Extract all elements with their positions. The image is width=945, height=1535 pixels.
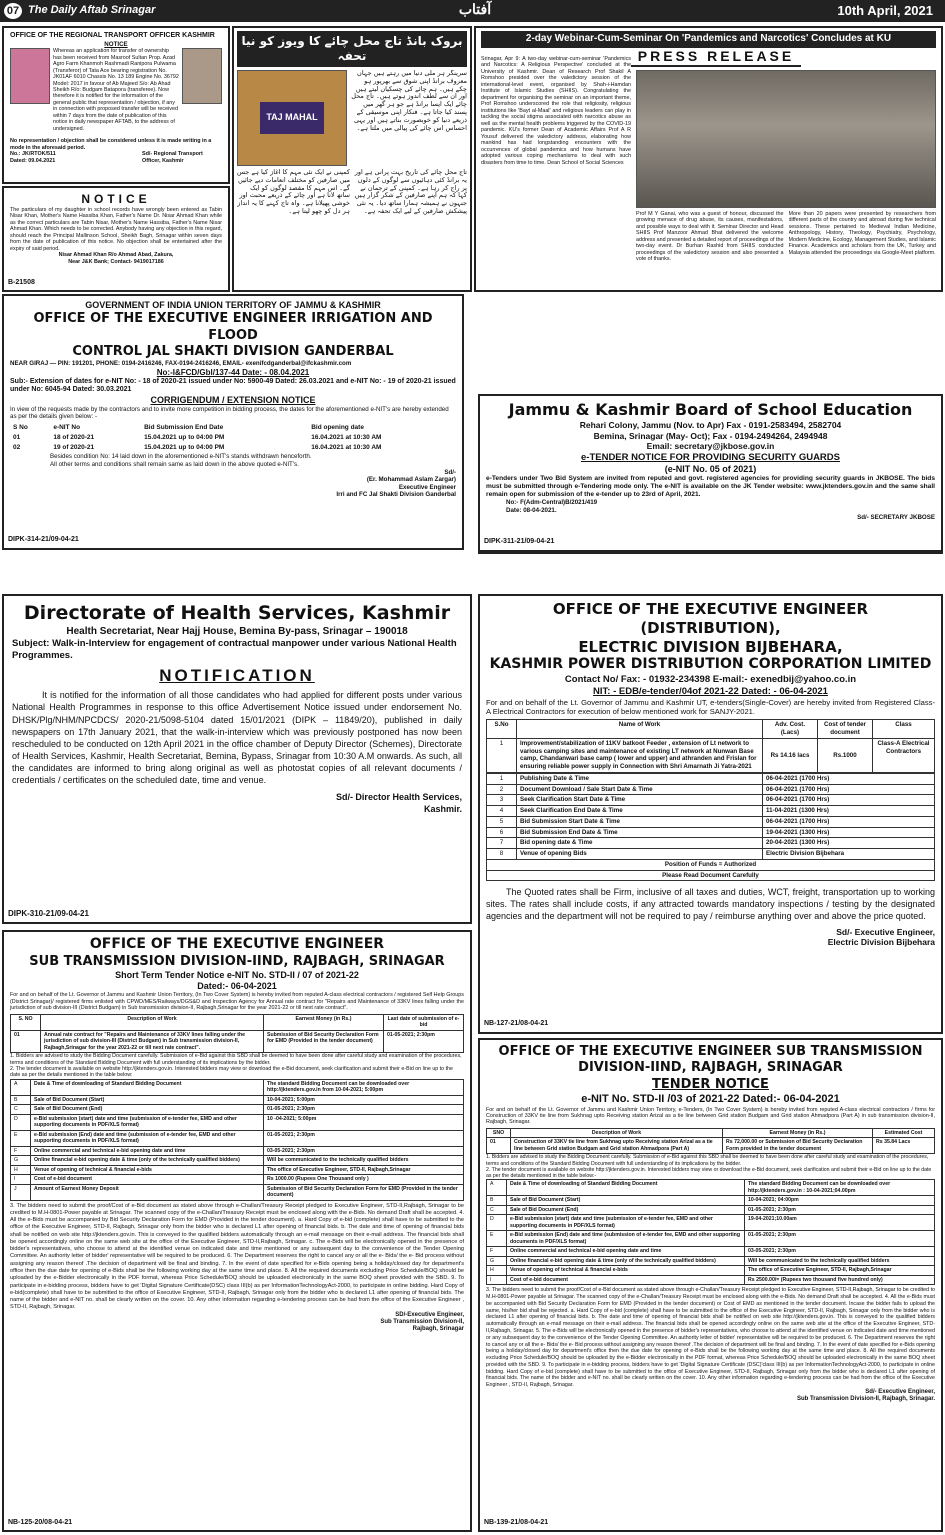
press-label: PRESS RELEASE xyxy=(631,48,801,68)
rto-dated: Dated: 09.04.2021 xyxy=(10,157,56,164)
table-row xyxy=(487,1256,935,1266)
cell: Amount of Earnest Money Deposit xyxy=(31,1184,264,1200)
cell: H xyxy=(487,1266,507,1276)
cell: Annual rate contract for "Repairs and Maintenance of 33KV lines falling under the jurisdiction of sub division-III (District Budgam) in Sub transmission division-II, Rajbagh,Srinagar for the year 2021-22 or till next rate contract". xyxy=(41,1030,264,1053)
table-row xyxy=(11,1184,464,1200)
cell: Online commercial and technical e-bid opening date and time xyxy=(31,1146,264,1156)
seminar-photo xyxy=(636,70,936,208)
jkbose-date: Date: 08-04-2021. xyxy=(506,506,557,514)
newspaper-name: The Daily Aftab Srinagar xyxy=(28,4,156,16)
cell: 03-05-2021; 2:30pm xyxy=(745,1247,935,1257)
notice-tag: B-21508 xyxy=(8,278,35,286)
distribution-notice xyxy=(478,594,943,1034)
issue-date: 10th April, 2021 xyxy=(837,3,933,18)
urdu-col-2: کمپنی نے ایک نئی مہم کا آغاز کیا ہے جس میں صارفین کو مختلف انعامات دیے جائیں گے۔ اس مہم کا مقصد لوگوں کو ایک ساتھ لانا ہے اور چائے کے ذریعے محبت اور خوشی پھیلانا ہے۔ واہ تاج کہنے کا یہ انداز ہر دل کو چھو لیتا ہے۔ xyxy=(237,169,350,215)
newspaper-logo: آفتاب xyxy=(458,2,492,18)
table-row xyxy=(487,827,935,838)
cell: D xyxy=(11,1114,31,1130)
cell: 1 xyxy=(487,773,517,784)
cell: D xyxy=(487,1215,507,1231)
cell: 10-04-2021; 04:00pm xyxy=(745,1196,935,1206)
cell: Rs 2500.00/= (Rupees two thousand five hundred only) xyxy=(745,1275,935,1285)
cell: E xyxy=(487,1231,507,1247)
page-header xyxy=(0,0,945,22)
std7-table xyxy=(10,1014,464,1054)
irr-col: Bid opening date xyxy=(311,424,364,431)
std3-terms: 3. The bidders need to submit the proof/Cost of e-Bid document as stated above through e-Challan/Treasury Receipt pledged to Executive Engineer, STD-II,Rajbagh, Srinagar to be credited to M.H-0801-Power payable at Srinagar. The scanned copy of the e-Challan/Treasury Receipt must be enclosed along with the e-Bids. No demand Draft shall be accepted. 4. All the e-Bids must be accompanied with Bid Security Declaration Form for EMD (Provided in the tender document) or Cost of EMD as mentioned in the tender document. Incase the bidder fails to upload the same, his/her bid shall be rejected. a. Hard Copy of e-bid (complete) shall have to be submitted to the office of the Executive Engineer, STD-II, Rajbagh, Srinagar only from the bidder who is declared L1 after opening of financial bids. b. The date and time of opening of financial bids shall be notified on web site http://jktenders.gov.in. This is conveyed to the qualified bidders automatically through an e-mail message on their e-mail address. The financial bids shall be opened accordingly online on the same web site at the office of the Executive Engineer, STD-II,Rajbagh, Srinagar. 5. The e-Bids will be electronically opened in the presence of bidder's representatives, who choose to attend at the identified venue on indicated date and time mentioned or any subsequent day to the convenience of the Tender Opening Committee. An authority letter of bidder' representative will be required to be produced. 6. The Department reserves the right to cancel any or all the e- Bids/ the e- Bid process without assigning any reason thereof .The decision of department will be final and binding. 7. In the event of date specified for e-Bids opening being a holiday/closed day for department's office then the due date for opening of e-Bids shall be the following working day at the same time and place. 8. All the required documents excluding Price Schedule/BOQ should be uploaded by the e-Bidder electronically in the PDF format, whereas Price Schedule/BOQ should be uploaded electronically in the same BOQ sheet provided with the SBD. 9. To participate in e-bidding process, bidders have to get 'Digital Signature Certificate (DSC)'class III(b) as per InformationTechnologyAct-2000, to participate in online bidding. Hard Copy of e-bid (complete) shall have to be submitted to the office of Executive Engineer, STD-II, Rajbagh, Srinagar only from the bidder who is declared L1 after opening of financial bids. The name of the bidder and e-NIT no. shall be clearly written on the cover. 10. Any other information regarding e-tendering process can be had from the office of the Executive Engineer , STD-II, Rajbagh, Srinagar. xyxy=(486,1287,935,1389)
cell: Bid opening date & Time xyxy=(517,838,763,849)
rto-no: No.: JK/RTOK/511 xyxy=(10,151,56,158)
press-headline: 2-day Webinar-Cum-Seminar On 'Pandemics and Narcotics' Concludes at KU xyxy=(481,31,936,48)
cell: e-Bid submission (End) date and time (submission of e-tender fee, EMD and other supporting documents in PDF/XLS format) xyxy=(507,1231,745,1247)
table-row xyxy=(11,1030,464,1053)
irr-sig-2: (Er. Mohammad Aslam Zargar) xyxy=(366,476,456,484)
cell: F xyxy=(11,1146,31,1156)
cell: 20-04-2021 (1300 Hrs) xyxy=(763,838,935,849)
dist-intro: For and on behalf of the Lt. Governor of Jammu and Kashmir UT, e-tenders(Single-Cover) are hereby invited from Registered Class-A Electrical Contractors for execution of below mentioned work for SANJY-2021. xyxy=(486,697,935,716)
std3-title-1: OFFICE OF THE EXECUTIVE ENGINEER SUB TRANSMISSION xyxy=(498,1044,923,1059)
table-row xyxy=(10,433,456,443)
cell: The standard Bidding Document can be downloaded over http://jktenders.gov.in : 10-04-2021;04.00pm xyxy=(745,1180,935,1196)
table-row xyxy=(487,1231,935,1247)
cell: e-Bid submission (End) date and time (submission of e-tender fee, EMD and other supporting documents in PDF/XLS format) xyxy=(31,1130,264,1146)
cell: Venue of opening Bids xyxy=(517,849,763,860)
health-heading: NOTIFICATION xyxy=(159,666,315,685)
cell: Sale of Bid Document (Start) xyxy=(31,1095,264,1105)
jkbose-notice-box xyxy=(478,394,943,552)
std7-sig-3: Rajbagh, Srinagar xyxy=(412,1325,464,1332)
dist-col: Adv. Cost. (Lacs) xyxy=(763,720,818,739)
irr-heading: CORRIGENDUM / EXTENSION NOTICE xyxy=(150,394,316,405)
cell: Will be communicated to the technically qualified bidders xyxy=(745,1256,935,1266)
cell: Sale of Bid Document (End) xyxy=(507,1205,745,1215)
health-notice xyxy=(2,594,472,924)
std3-schedule xyxy=(486,1179,935,1285)
jkbose-no: No:- F(Adm-Central)B/2021/419 xyxy=(506,499,598,507)
cell: 06-04-2021 (1700 Hrs) xyxy=(763,795,935,806)
health-title: Directorate of Health Services, Kashmir xyxy=(23,602,451,624)
irr-title-1: OFFICE OF THE EXECUTIVE ENGINEER IRRIGATION AND FLOOD xyxy=(33,311,433,343)
table-row xyxy=(11,1146,464,1156)
irr-contact: NEAR GIRAJ — PIN: 191201, PHONE: 0194-2416246, FAX-0194-2416246, EMAIL- exenifcdganderbal@ifckashmir.com xyxy=(10,360,352,367)
cell: 19 of 2020-21 xyxy=(53,444,95,452)
cell: 8 xyxy=(487,849,517,860)
std7-p1: 1. Bidders are advised to study the Bidding Document carefully. Submission of e-Bid against this SBD shall be deemed to have been done after careful study and examination of the procedures, terms and conditions of the Standard Bidding Document with full understanding of its implications by the bidder. xyxy=(10,1053,462,1066)
table-row xyxy=(487,1138,935,1154)
table-row xyxy=(487,849,935,860)
urdu-col-3: تاج محل چائے کی تاریخ بہت پرانی ہے اور یہ برانڈ کئی دہائیوں سے لوگوں کے دلوں پر راج کر رہا ہے۔ کمپنی کے ترجمان نے کہا کہ ہم اپنے صارفین کے شکر گزار ہیں جنہوں نے ہمیشہ ہمارا ساتھ دیا۔ یہ نئی پیشکش صارفین کے لیے ایک تحفہ ہے۔ xyxy=(354,169,467,215)
std3-tag: NB-139-21/08-04-21 xyxy=(484,1518,549,1526)
jkbose-heading: e-TENDER NOTICE FOR PROVIDING SECURITY GUARDS xyxy=(581,451,840,463)
applicant-photo-2 xyxy=(182,48,222,104)
cell: A xyxy=(11,1079,31,1095)
urdu-article xyxy=(232,26,472,292)
irr-col: S No xyxy=(13,424,28,431)
cell: Rs 1000.00 (Rupees One Thousand only ) xyxy=(264,1175,464,1185)
cell: 10 -04-2021; 5:00pm xyxy=(264,1114,464,1130)
irr-table xyxy=(10,423,456,453)
health-sig-1: Sd/- Director Health Services, xyxy=(335,792,462,803)
dist-table xyxy=(486,719,935,773)
cell: 02 xyxy=(13,444,21,452)
std7-dated: Dated:- 06-04-2021 xyxy=(197,981,277,991)
cell: I xyxy=(487,1275,507,1285)
std7-intro: For and on behalf of the Lt. Governor of Jammu and Kashmir Union Territory, (In Two Cover System) is hereby invited from reputed A-class electrical contractors / registered Self Help Groups (District Srinagar)/ registered firms enlisted with CPWD/MES/Railways/DGS&D and Inspection Agency for Annual rate contract for "Repairs and Maintenance of 33KV lines falling under the jurisdiction of sub division-III (District Budgam) in Sub transmission division-II, Rajbagh,Srinagar for the year 2021-22 or till next rate contract". xyxy=(10,992,464,1012)
dist-col: Class xyxy=(873,720,935,739)
cell: Sale of Bid Document (End) xyxy=(31,1105,264,1115)
cell: e-Bid submission (start) date and time (submission of e-tender fee, EMD and other supporting documents in PDF/XLS format) xyxy=(31,1114,264,1130)
table-row xyxy=(487,784,935,795)
health-subject: Subject: Walk-in-Interview for engagement of contractual manpower under various National Health Programmes. xyxy=(12,638,457,662)
rto-office: OFFICE OF THE REGIONAL TRANSPORT OFFICER KASHMIR xyxy=(10,32,215,39)
cell: 19-04-2021 (1300 Hrs) xyxy=(763,827,935,838)
std7-col: Description of Work xyxy=(41,1014,264,1030)
cell: E xyxy=(11,1130,31,1146)
std3-heading: TENDER NOTICE xyxy=(652,1076,769,1092)
cell: 01 xyxy=(487,1138,511,1154)
cell: 06-04-2021 (1700 Hrs) xyxy=(763,816,935,827)
irr-line-2: All other terms and conditions shall remain same as laid down in the above quoted e-NIT's. xyxy=(50,460,299,468)
std3-sig-1: Sd/- Executive Engineer, xyxy=(865,1388,935,1395)
irr-col: Bid Submission End Date xyxy=(144,424,224,431)
cell: Venue of opening of technical & financial e-bids xyxy=(31,1165,264,1175)
press-release xyxy=(474,26,943,292)
cell: 16.04.2021 at 10:30 AM xyxy=(311,444,382,452)
cell: 01-05-2021; 2:30pm xyxy=(384,1030,464,1053)
jkbose-title: Jammu & Kashmir Board of School Education xyxy=(508,400,913,419)
jkbose-tag: DIPK-311-21/09-04-21 xyxy=(484,538,555,546)
cell: Cost of e-bid document xyxy=(507,1275,745,1285)
cell: 2 xyxy=(487,784,517,795)
cell: The standard Bidding Document can be downloaded over http://jktenders.gov.in from 10-04-2021; 5:00pm xyxy=(264,1079,464,1095)
cell: Publishing Date & Time xyxy=(517,773,763,784)
cell: 06-04-2021 (1700 Hrs) xyxy=(763,784,935,795)
table-row xyxy=(11,1114,464,1130)
std7-sig-1: SD/-Executive Engineer, xyxy=(395,1311,464,1318)
table-row xyxy=(487,738,935,772)
table-row xyxy=(11,1105,464,1115)
cell: 01-05-2021; 2:30pm xyxy=(745,1205,935,1215)
cell: Online financial e-bid opening date & time (only of the technically qualified bidders) xyxy=(507,1256,745,1266)
cell: Seek Clarification End Date & Time xyxy=(517,806,763,817)
std-07-notice xyxy=(2,930,472,1532)
std7-title-2: SUB TRANSMISSION DIVISION-IIND, RAJBAGH, SRINAGAR xyxy=(29,953,445,969)
table-row xyxy=(487,816,935,827)
std3-col: Description of Work xyxy=(511,1128,723,1138)
cell: 15.04.2021 up to 04:00 PM xyxy=(144,444,225,452)
irr-line-1: Besides condition No: 14 laid down in the aforementioned e-NIT's stands withdrawn henceforth. xyxy=(50,453,312,461)
std7-tag: NB-125-20/08-04-21 xyxy=(8,1518,73,1526)
table-row xyxy=(11,1175,464,1185)
cell: I xyxy=(11,1175,31,1185)
dist-col: S.No xyxy=(487,720,517,739)
table-row xyxy=(487,1266,935,1276)
cell: Submission of Bid Security Declaration Form for EMD (Provided in the tender document) xyxy=(264,1030,384,1053)
cell: Electric Division Bijbehara xyxy=(763,849,935,860)
dist-nit: NIT: - EDB/e-tender/04of 2021-22 Dated: - 06-04-2021 xyxy=(593,685,828,697)
table-row xyxy=(487,1247,935,1257)
cell: G xyxy=(11,1156,31,1166)
dist-cost: Rs.1000 xyxy=(818,738,873,772)
dist-contact: Contact No/ Fax: - 01932-234398 E-mail:- exenedbij@yahoo.co.in xyxy=(564,673,857,685)
cell: 19-04-2021;10.00am xyxy=(745,1215,935,1231)
std7-schedule xyxy=(10,1079,464,1201)
table-row xyxy=(487,1215,935,1231)
health-sig-2: Kashmir. xyxy=(423,803,462,814)
cell: 01-05-2021; 2:30pm xyxy=(745,1231,935,1247)
dist-title-2: ELECTRIC DIVISION BIJBEHARA, xyxy=(578,637,843,656)
cell: Bid Submission Start Date & Time xyxy=(517,816,763,827)
dist-adv: Rs 14.16 lacs xyxy=(763,738,818,772)
irrigation-notice xyxy=(2,294,464,550)
cell: H xyxy=(11,1165,31,1175)
tea-pack-image xyxy=(237,70,347,166)
std7-col: Last date of submission of e-bid xyxy=(384,1014,464,1030)
table-row xyxy=(487,1196,935,1206)
dist-sig-1: Sd/- Executive Engineer, xyxy=(836,926,935,937)
rto-heading: NOTICE xyxy=(104,40,128,48)
cell: e-Bid submission (start) date and time (submission of e-tender fee, EMD and other supporting documents in PDF/XLS format) xyxy=(507,1215,745,1231)
jkbose-email: Email: secretary@jkbose.gov.in xyxy=(646,441,775,452)
dist-title-1: OFFICE OF THE EXECUTIVE ENGINEER (DISTRIBUTION), xyxy=(552,600,869,637)
cell: Seek Clarification Start Date & Time xyxy=(517,795,763,806)
urdu-col-1: سرینگر ہر ملی دنیا میں رہتے ہیں جہاں معروف برانڈ اپنی شوق سے بھرپور ہو چکے ہیں۔ ہم چائے کی چسکیاں لیتے ہیں اور ان سے لطف اندوز ہوتے ہیں۔ تاج محل چائے ایک ایسا برانڈ ہے جو ہر گھر میں پسند کیا جاتا ہے۔ فنکار اپنی موسیقی کے ذریعے دنیا کو خوبصورت بناتے ہیں اور یہی احساس اس چائے کی پیالی میں ملتا ہے۔ xyxy=(351,70,467,132)
cell: Date & Time of downloading of Standard Bidding Document xyxy=(507,1180,745,1196)
dist-col: Cost of tender document xyxy=(818,720,873,739)
press-col-2: Prof M Y Ganai, who was a guest of honour, discussed the growing menace of drug abuse, its causes, manifestations, and possible ways to deal with it. Seminar Director and Head SHIIS Prof Manzoor Ahmad Bhat delivered the welcome address and presented a detailed report of proceedings of the two-day event. Dr Burhan Rashid from SHIIS conducted proceedings of the valedictory session and also presented a vote of thanks. xyxy=(636,211,784,263)
dist-work: Improvement/stabilization of 11KV batkoot Feeder , extension of Lt network to various camping sites and maintenance of existing LT network at Nunwan Base camp, Chandanwari base camp ( lower and upper) and athranden and Frislan for ensuring reliable power supply in Connection with Shri Amarnath Ji Yatra-2021 xyxy=(517,738,763,772)
irr-title-2: CONTROL JAL SHAKTI DIVISION GANDERBAL xyxy=(72,343,394,359)
rto-notice xyxy=(2,26,230,184)
std7-col: S. NO xyxy=(11,1014,41,1030)
jkbose-addr-1: Rehari Colony, Jammu (Nov. to Apr) Fax - 0191-2583494, 2582704 xyxy=(579,420,842,430)
jkbose-sig: Sd/- SECRETARY JKBOSE xyxy=(857,514,935,522)
table-row xyxy=(11,1130,464,1146)
dist-body: The Quoted rates shall be Firm, inclusive of all taxes and duties, WCT, freight, transportation up to working sites. The rates shall include costs, if any attracted towards mandatory inspections / testing by the designated agencies and the department will not be required to pay / reimburse anything over and above the price quoted. xyxy=(486,887,935,921)
cell: A xyxy=(487,1180,507,1196)
cell: 03-05-2021; 2:30pm xyxy=(264,1146,464,1156)
table-row xyxy=(487,1205,935,1215)
cell: 16.04.2021 at 10:30 AM xyxy=(311,434,382,442)
cell: The office of Executive Engineer, STD-II, Rajbagh,Srinagar xyxy=(745,1266,935,1276)
std3-sig-2: Sub Transmission Division-II, Rajbagh, Srinagar. xyxy=(796,1396,935,1403)
health-body: It is notified for the information of all those candidates who had applied for different posts under various National Health Programmes in response to this office Advertisement Notice issued under endorsement No. DHSK/Plg/NHM/NPCDCS/ 2020-21/5098-5104 dated 15/01/2021 (DIPK – 11849/20), published in daily newspapers on 17th January 2021, that the walk-in-interview which was previously postponed has now been rescheduled to be conducted on 12th April 2021 in the office chamber of Deputy Director (Schemes), Directorate of Health Services, Kashmir, Health Secretariat, Bemina, Bypass, Srinagar from 10:30 A.M onwards. As such, all the candidates are informed to bring along original as well as photostat copies of all relevant documents / credentials / certificates on the scheduled date, time and venue. xyxy=(12,690,462,786)
rto-note: No representation / objection shall be considered unless it is made writing in a mode in the aforesaid period. xyxy=(10,138,212,151)
cell: Submission of Bid Security Declaration Form for EMD (Provided in the tender document) xyxy=(264,1184,464,1200)
cell: Rs 72,000.00 or Submission of Bid Security Declaration Form provided in the tender document xyxy=(723,1138,873,1154)
notice-sig-1: Nisar Ahmad Khan R/o Ahmad Abad, Zakura, xyxy=(58,252,174,259)
table-row xyxy=(11,1156,464,1166)
irr-sig-1: Sd/- xyxy=(444,468,456,476)
jkbose-body: e-Tenders under Two Bid System are invited from reputed and govt. registered agencies for providing security guards in JKBOSE. The bids must be submitted through e-Tendering mode only. The e-NIT is available on the JK Tender website: www.jktenders.gov.in and the same shall remain open for submission of the e-tender up to 23rd of April, 2021. xyxy=(486,475,935,499)
cell: Online commercial and technical e-bid opening date and time xyxy=(507,1247,745,1257)
cell: B xyxy=(11,1095,31,1105)
cell: 01 xyxy=(13,434,21,442)
cell: 01-05-2021; 2:30pm xyxy=(264,1130,464,1146)
std3-p2: 2. The tender document is available on website http://jktenders.gov.in. Interested bidders may view or download the e-Bid document, seek clarification and submit their e-Bid on line up to the date as per the details mentioned in the table below:- xyxy=(486,1166,932,1180)
rto-signature: Sd/- Regional Transport Officer, Kashmir xyxy=(142,151,203,164)
notice-body: The particulars of my daughter in school records have wrongly been entered as Tabin Nisar Khan, Mother's Name Hassiba Khan, Father's Name Dr. Nisar Ahmad Khan while as the correct particulars are Tabin Nisar, Mother's Name Hassiba, Father's Name Nisar Ahmad Khan. Which needs to be corrected. Anybody having any objection in this regard, should reach the Principal Mallinson School, Sheikh Bagh, Srinagar within seven days from the date of publication of this notice. No objection shall be entertained after the expiry of said period. xyxy=(10,207,222,252)
std7-nit: Short Term Tender Notice e-NIT No. STD-II / 07 of 2021-22 xyxy=(115,969,359,980)
urdu-headline: بروک بانڈ تاج محل چائے کا ویوز کو نیا تحفہ xyxy=(237,31,467,67)
cell: 18 of 2020-21 xyxy=(53,434,95,442)
cell: C xyxy=(11,1105,31,1115)
std3-nit: e-NIT No. STD-II /03 of 2021-22 Dated:- 06-04-2021 xyxy=(581,1092,840,1105)
cell: 01-05-2021; 2:30pm xyxy=(264,1105,464,1115)
rto-body: Whereas an application for transfer of ownership has been received from Masroof Sultan Prop. Azad Agro Farm Khanmoh Rashmadi Ranipora Pulwama (Transferor) of Tata Ace bearing registration No. JK01AF 6010 Chassis No. 13 189 Engine No. 36792 Model: 2017 in favour of Ab Majeed S/o: Ab Ahad Sheikh R/o: Budgam Batapora (transferee). Now therefore it is notified for the information of the general public that representation / objection, if any in connection with proposed transfer will be received within 7 days from the date of publication of this notice in daily newspaper AFTAB, to the address of undersigned. xyxy=(53,48,179,132)
std7-terms: 3. The bidders need to submit the proof/Cost of e-Bid document as stated above through e-Challan/Treasury Receipt pledged to Executive Engineer, STD-II,Rajbagh, Srinagar to be credited to M.H-0801-Power payable at Srinagar. The scanned copy of the e-Challan/Treasury Receipt must be enclosed along with the e-Bids. No demand Draft shall be accepted. 4. All the e-Bids must be accompanied by Bid Security Declaration Form for EMD (Provided in the tender document). a. Hard Copy of e-bid (complete) shall have to be submitted to the office of the Executive Engineer, STD-II, Rajbagh, Srinagar only from the bidder who is declared L1 after opening of financial bids. b. The date and time of opening of financial bids shall be notified on web site http://jktenders.gov.in. This is conveyed to the qualified bidders automatically through an e-mail message on their e-mail address. The financial bids shall be opened accordingly online on the same web site at the office of the Executive Engineer, STD-II,Rajbagh, Srinagar. c. The e-Bids will be electronically opened in the presence of bidder's representatives, who choose to attend at the identified venue on indicated date and time mentioned or any subsequent day to the convenience of the Tender Opening Committee. An authority letter of bidder' representative will be required to be produced. 6. The Department reserves the right to cancel any or all the e- Bids/ the e- Bid process without assigning any reason thereof .The decision of department will be final and binding. 7. In the event of date specified for e-Bids opening being a holiday/closed day for department's office then the due date for opening of e-Bids shall be the following working day at the same time and place. 8. All the required documents excluding Price Schedule/BOQ should be uploaded by the e-Bidder electronically in the PDF format, whereas Price Schedule/BOQ should be uploaded electronically in the same BOQ sheet provided with the SBD. 9. To participate in e-bidding process, bidders have to get 'Digital Signature Certificate(DSC) class III(b) as per InformationTechnologyAct-2000, to participate in online bidding. Hard Copy of e-bid(complete) shall have to be submitted to the office of Executive Engineer, STD-II, Rajbagh, Srinagar only from the bidder who is declared L1 after opening of financial bids. The name of the bidder and e-NIT no. shall be clearly written on the cover. 10. Any other information regarding e-tendering process can be had from the office of the Executive Engineer , STD-II, Rajbagh, Srinagar. xyxy=(10,1202,464,1311)
jkbose-addr-2: Bemina, Srinagar (May- Oct); Fax - 0194-2494264, 2494948 xyxy=(593,430,828,441)
table-row xyxy=(487,1275,935,1285)
std-03-notice xyxy=(478,1038,943,1532)
std3-table xyxy=(486,1128,935,1155)
std7-sig-2: Sub Transmission Division-II, xyxy=(380,1318,464,1325)
table-row xyxy=(487,795,935,806)
irr-sig-3: Executive Engineer xyxy=(398,483,456,491)
cell: 1 xyxy=(487,738,517,772)
cell: C xyxy=(487,1205,507,1215)
cell: Will be communicated to the technically qualified bidders xyxy=(264,1156,464,1166)
press-col-1: Srinagar, Apr 9: A two-day webinar-cum-seminar 'Pandemics and Narcotics: A Religious Perspective' concluded at the University of Kashmir. Dean of Research Prof Shakil A Romshoo presided over the valedictory session of the international-level event, organised by Shah-i-Hamdan Institute of Islamic Studies (SHIIS). Congratulating the department for organising the seminar on an important theme, Prof Romshoo underscored the role that religiosity, religious institutions like 'Bayt al-Maal' and religious leaders can play in tackling the social stigma associated with narcotics abuse as well as the mental health problems triggered by the COVID-19 pandemic. KU's former Dean of Academic Affairs Prof A R Yousuf delivered the valedictory address, elaborating how mankind has had longstanding encounters with the occurrences of global pandemics and how humans have adopted various coping mechanisms to deal with such disasters from time to time. Dean School of Social Sciences xyxy=(481,56,631,166)
cell: Venue of opening of technical & financial e-bids xyxy=(507,1266,745,1276)
cell: 4 xyxy=(487,806,517,817)
cell: 15.04.2021 up to 04:00 PM xyxy=(144,434,225,442)
std7-col: Earnest Money (in Rs.) xyxy=(264,1014,384,1030)
health-tag: DIPK-310-21/09-04-21 xyxy=(8,909,89,918)
irr-tag: DIPK-314-21/09-04-21 xyxy=(8,536,79,544)
cell: Date & Time of downloading of Standard Bidding Document xyxy=(31,1079,264,1095)
std7-title-1: OFFICE OF THE EXECUTIVE ENGINEER xyxy=(89,936,385,952)
table-row xyxy=(11,1095,464,1105)
notice-heading: NOTICE xyxy=(81,192,151,206)
jkbose-nit: (e-NIT No. 05 of 2021) xyxy=(664,463,757,474)
tea-brand: TAJ MAHAL xyxy=(260,102,323,133)
cell: F xyxy=(487,1247,507,1257)
std3-p1: 1. Bidders are advised to study the Bidding Document carefully. Submission of e-Bid against this SBD shall be deemed to have been done after careful study and examination of the procedures, terms and conditions of the Standard Bidding Document with full understanding of its implications by the bidder. xyxy=(486,1154,929,1167)
table-row xyxy=(10,443,456,453)
cell: The office of Executive Engineer, STD-II, Rajbagh,Srinagar xyxy=(264,1165,464,1175)
page-number: 07 xyxy=(4,3,22,19)
cell: 3 xyxy=(487,795,517,806)
dist-funds: Position of Funds = Authorized xyxy=(487,859,935,870)
cell: Document Download / Sale Start Date & Time xyxy=(517,784,763,795)
cell: J xyxy=(11,1184,31,1200)
cell: B xyxy=(487,1196,507,1206)
dist-title-3: KASHMIR POWER DISTRIBUTION CORPORATION LIMITED xyxy=(489,656,932,673)
table-row xyxy=(11,1165,464,1175)
applicant-photo-1 xyxy=(10,48,50,104)
irr-subject: Sub:- Extension of dates for e-NIT No: - 18 of 2020-21 issued under No: 5900-49 Dated: 26.03.2021 and e-NIT No: - 19 of 2020-21 issued under No: 6045-94 Dated: 30.03.2021 xyxy=(10,377,456,394)
health-addr: Health Secretariat, Near Hajj House, Bemina By-pass, Srinagar – 190018 xyxy=(66,625,408,637)
cell: 10-04-2021; 5:00pm xyxy=(264,1095,464,1105)
cell: 06-04-2021 (1700 Hrs) xyxy=(763,773,935,784)
table-row xyxy=(11,1079,464,1095)
cell: Online financial e-bid opening date & time (only of the technically qualified bidders) xyxy=(31,1156,264,1166)
table-row xyxy=(487,773,935,784)
press-col-3: More than 20 papers were presented by researchers from different parts of the country and abroad during five technical sessions. These pertained to Medieval Indian Medicine, Anthropology, History, Theology, Psychiatry, Psychology, Modern Medicine, Ecology, Management Studies, and Islamic Finance. Academics and scholars from the UK, Turkey and Malaysia attended the proceedings via Google-Meet platform. xyxy=(788,211,936,256)
std3-col: Earnest Money (in Rs.) xyxy=(723,1128,873,1138)
irr-gov: GOVERNMENT OF INDIA UNION TERRITORY OF JAMMU & KASHMIR xyxy=(85,300,381,310)
dist-class: Class-A Electrical Contractors xyxy=(873,738,935,772)
name-correction-notice xyxy=(2,186,230,292)
dist-col: Name of Work xyxy=(517,720,763,739)
cell: Cost of e-bid document xyxy=(31,1175,264,1185)
irr-intro: In view of the requests made by the contractors and to invite more competition in bidding process, the dates for the aforementioned e-NIT's are hereby extended as per the details given below: - xyxy=(10,405,449,421)
cell: 7 xyxy=(487,838,517,849)
cell: Rs 35.84 Lacs xyxy=(873,1138,935,1154)
cell: Sale of Bid Document (Start) xyxy=(507,1196,745,1206)
cell: 5 xyxy=(487,816,517,827)
irr-sig-4: Irri and FC Jal Shakti Division Ganderbal xyxy=(336,491,456,499)
dist-sig-2: Electric Division Bijbehara xyxy=(827,937,935,948)
cell: Construction of 33KV tie line from Sukhnag upto Receiving station Arizal as a tie line between Grid station Budgam and Grid station Ahmadpora (Part A) xyxy=(511,1138,723,1154)
std3-intro: For and on behalf of the Lt. Governor of Jammu and Kashmir Union Territory, e-Tenders, (In Two Cover System) is hereby invited from reputed A-class electrical contractors / firms for Construction of 33KV tie line from Sukhnag upto Receiving station Arizal as a tie line between Grid station Budgam and Grid station Ahmadpora (Part A) in sub transmission division-II, Rajbagh, Srinagar. xyxy=(486,1106,935,1126)
std3-col: SNO xyxy=(487,1128,511,1138)
table-row xyxy=(487,838,935,849)
std7-p2: 2. The tender document is available on website http://jktenders.gov.in. Interested bidders may view or download the e-Bid document, seek clarification and submit their e-Bid on line up to the date as per the details mentioned in the table below: xyxy=(10,1065,453,1079)
cell: 6 xyxy=(487,827,517,838)
std3-title-2: DIVISION-IIND, RAJBAGH, SRINAGAR xyxy=(578,1060,843,1076)
irr-ref: No:-I&FCD/Gbl/137-44 Date: - 08.04.2021 xyxy=(156,367,310,377)
dist-tag: NB-127-21/08-04-21 xyxy=(484,1020,549,1028)
notice-sig-2: Near J&K Bank; Contact- 9419017186 xyxy=(68,258,164,265)
table-row xyxy=(487,1180,935,1196)
cell: 01 xyxy=(11,1030,41,1053)
table-row xyxy=(487,806,935,817)
cell: 11-04-2021 (1300 Hrs) xyxy=(763,806,935,817)
irr-col: e-NIT No xyxy=(53,424,81,431)
dist-schedule xyxy=(486,773,935,882)
cell: Bid Submission End Date & Time xyxy=(517,827,763,838)
dist-read: Please Read Document Carefully xyxy=(487,870,935,881)
std3-col: Estimated Cost xyxy=(873,1128,935,1138)
cell: G xyxy=(487,1256,507,1266)
